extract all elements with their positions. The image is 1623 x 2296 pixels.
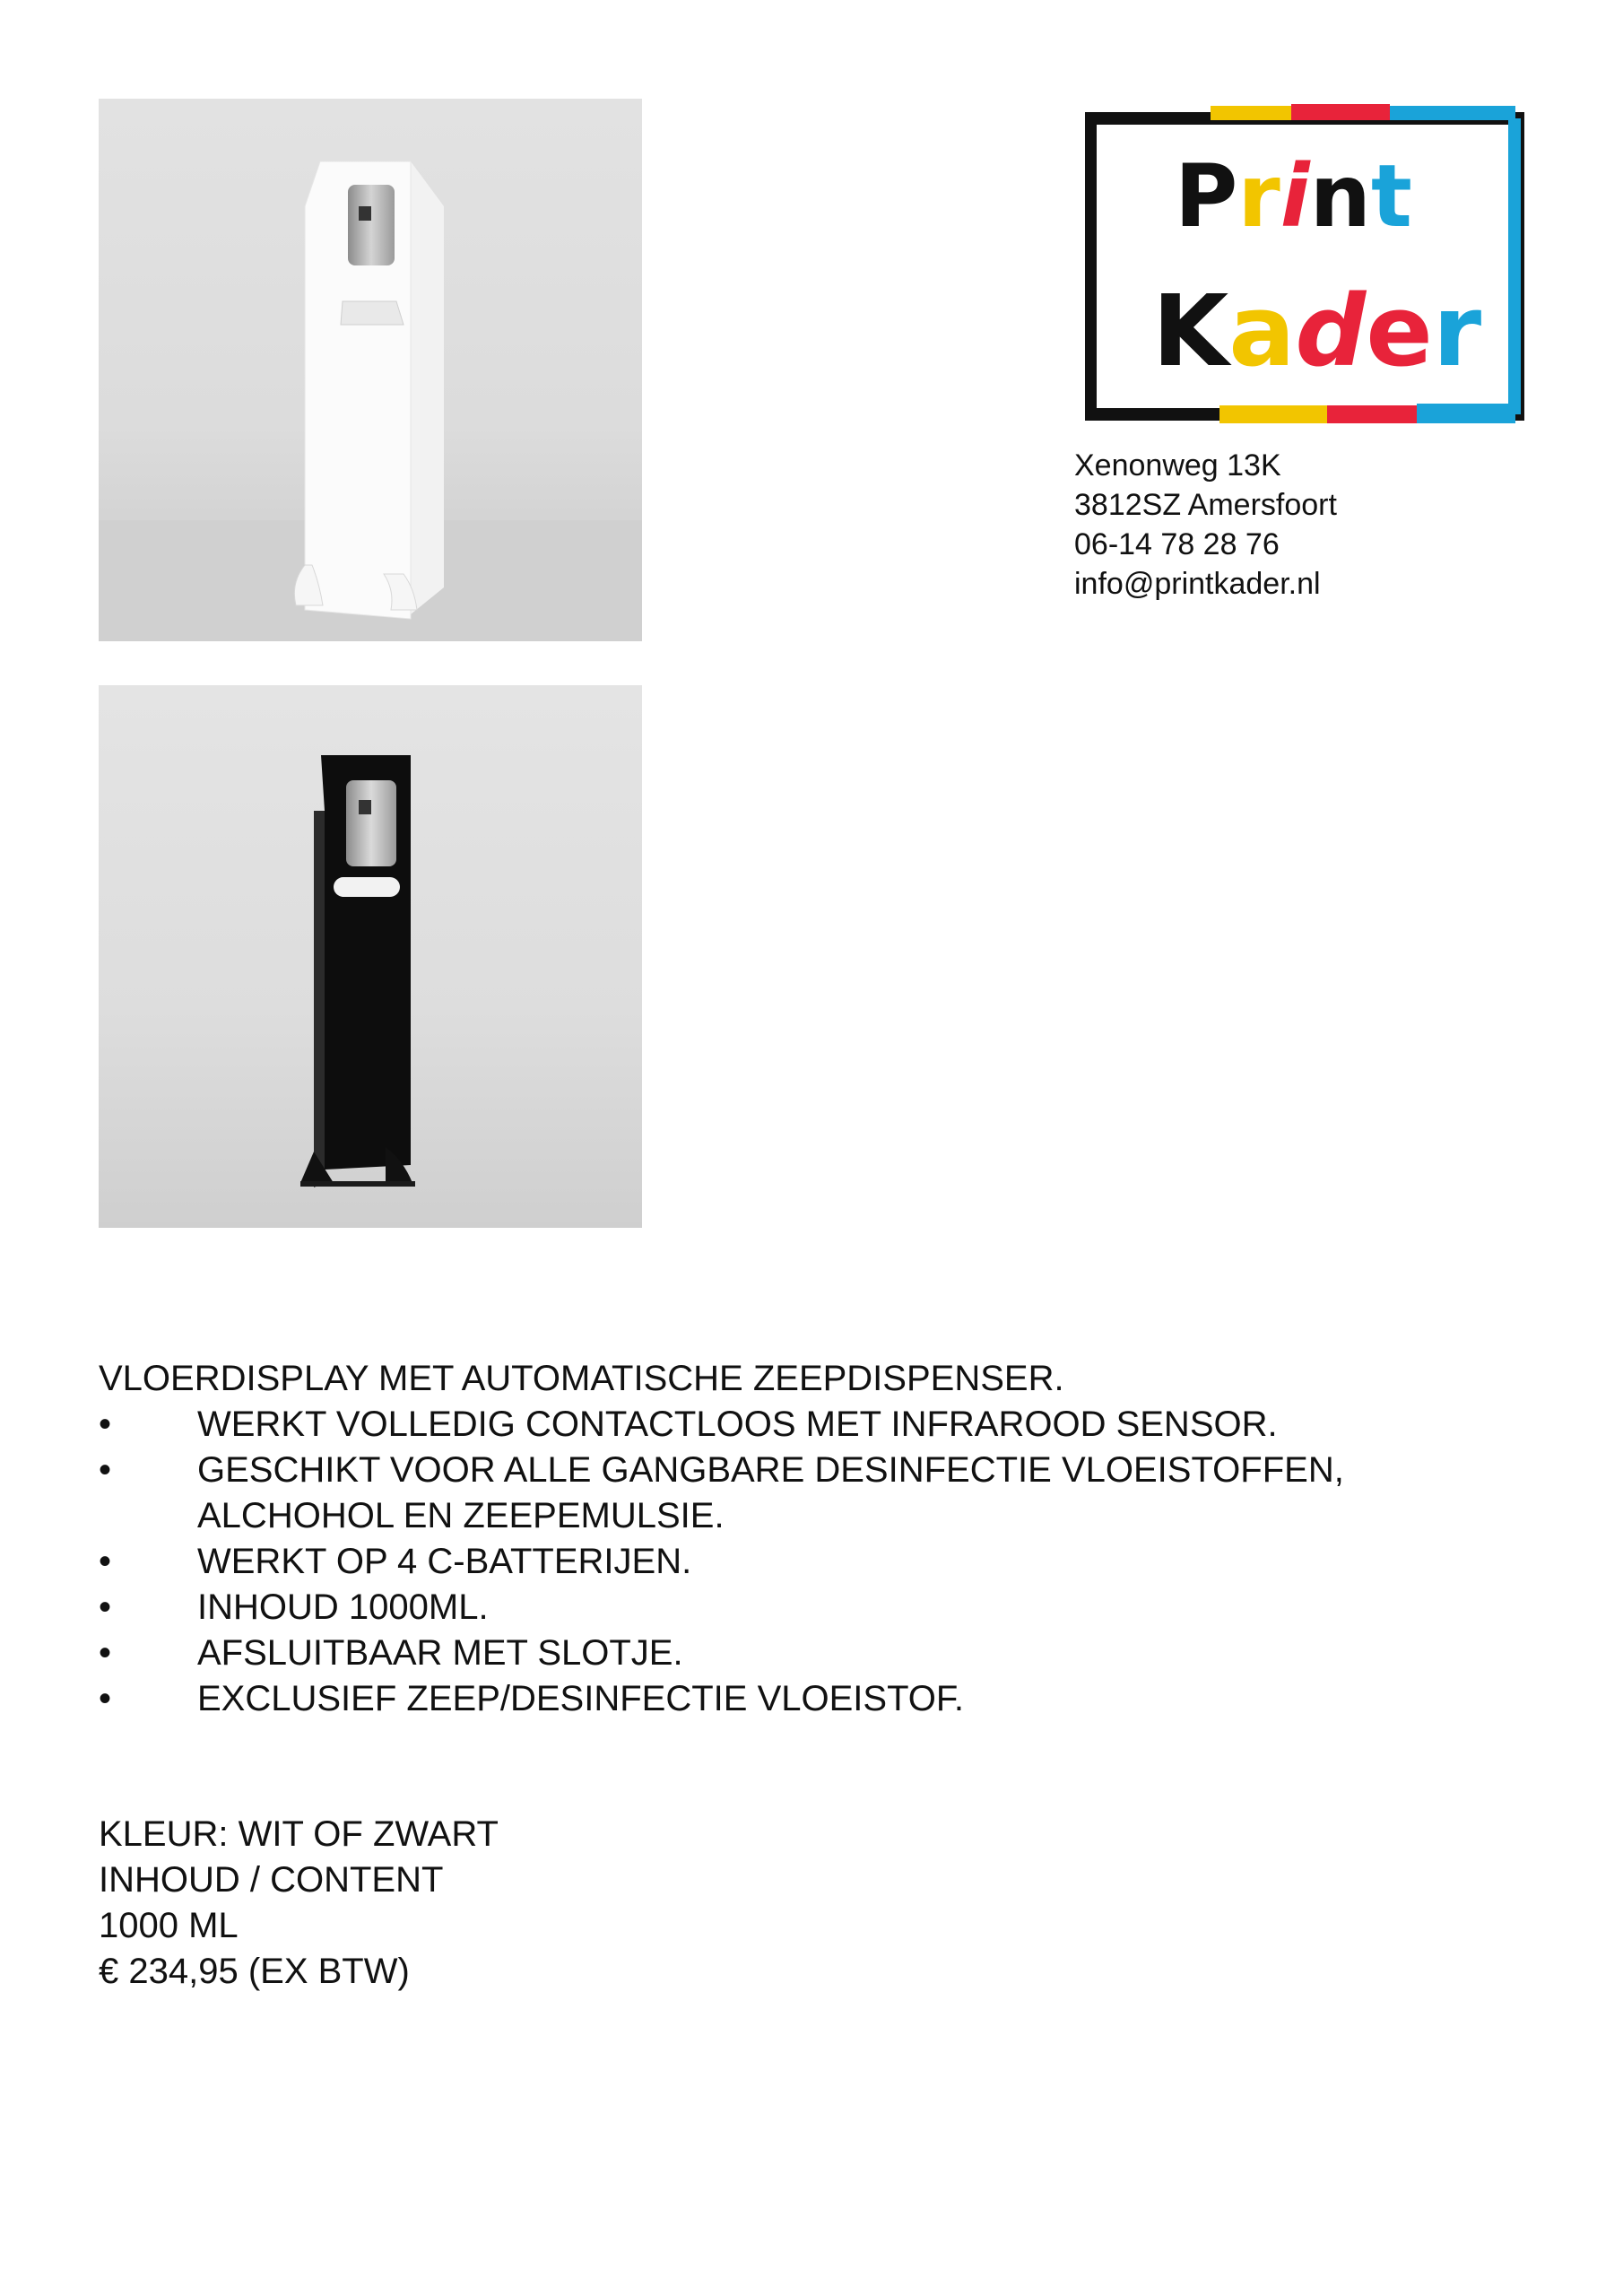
feature-text: EXCLUSIEF ZEEP/DESINFECTIE VLOEISTOF.: [197, 1679, 965, 1718]
street-address: Xenonweg 13K: [1074, 448, 1281, 483]
feature-item: [99, 1402, 1497, 1448]
svg-text:Print: Print: [1175, 146, 1412, 247]
color-options: KLEUR: WIT OF ZWART: [99, 1814, 499, 1854]
product-details: [99, 1812, 499, 1995]
product-image-black: [99, 685, 642, 1228]
bullet-icon: •: [99, 1633, 112, 1673]
white-floor-display-icon: [99, 99, 642, 641]
feature-text: INHOUD 1000ML.: [197, 1587, 489, 1627]
price: € 234,95 (EX BTW): [99, 1952, 410, 1991]
product-title: VLOERDISPLAY MET AUTOMATISCHE ZEEPDISPENSER.: [99, 1359, 1064, 1398]
contact-info: [1074, 446, 1337, 604]
bullet-icon: •: [99, 1542, 112, 1581]
bullet-icon: •: [99, 1405, 112, 1444]
print-kader-logo: [1085, 100, 1524, 430]
bullet-icon: •: [99, 1450, 112, 1490]
product-description: [99, 1356, 1497, 1722]
feature-list: [99, 1402, 1497, 1722]
feature-item: [99, 1539, 1497, 1585]
bullet-icon: •: [99, 1679, 112, 1718]
feature-item: [99, 1448, 1497, 1539]
feature-item: [99, 1631, 1497, 1676]
feature-text: AFSLUITBAAR MET SLOTJE.: [197, 1633, 683, 1673]
product-image-white: [99, 99, 642, 641]
postal-city: 3812SZ Amersfoort: [1074, 488, 1337, 522]
black-floor-display-icon: [99, 685, 642, 1228]
email-address: info@printkader.nl: [1074, 567, 1321, 601]
content-label: INHOUD / CONTENT: [99, 1860, 444, 1900]
feature-item: [99, 1585, 1497, 1631]
bullet-icon: •: [99, 1587, 112, 1627]
phone-number: 06-14 78 28 76: [1074, 527, 1280, 561]
feature-text: WERKT OP 4 C-BATTERIJEN.: [197, 1542, 692, 1581]
content-value: 1000 ML: [99, 1906, 239, 1945]
feature-text: GESCHIKT VOOR ALLE GANGBARE DESINFECTIE VLOEISTOFFEN, ALCHOHOL EN ZEEPEMULSIE.: [197, 1450, 1344, 1535]
feature-item: [99, 1676, 1497, 1722]
svg-text:Kader: Kader: [1152, 274, 1482, 388]
feature-text: WERKT VOLLEDIG CONTACTLOOS MET INFRAROOD SENSOR.: [197, 1405, 1278, 1444]
